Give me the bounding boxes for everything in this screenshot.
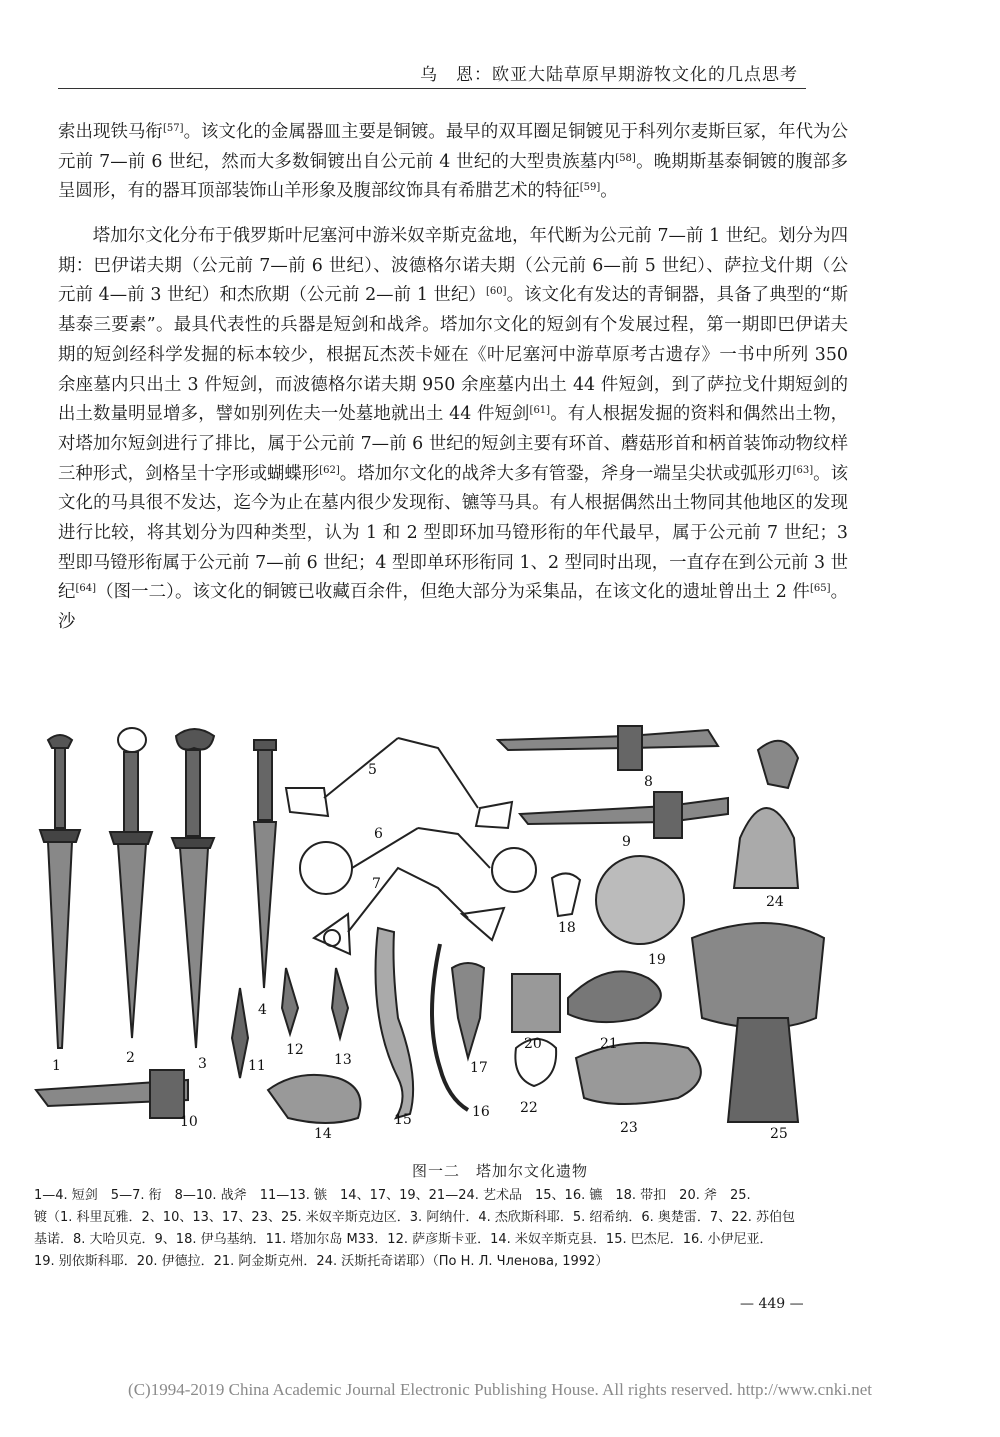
fig-label-14: 14 [314, 1126, 332, 1142]
bit-7-drawing [314, 868, 504, 954]
fig-label-7: 7 [372, 876, 381, 892]
citation-marker: [63] [792, 464, 814, 476]
citation-marker: [57] [162, 123, 184, 134]
fig-label-2: 2 [126, 1050, 135, 1066]
citation-marker: [64] [75, 583, 97, 595]
dagger-3-drawing [172, 729, 214, 1048]
citation-marker: [59] [579, 182, 601, 194]
header-rule [58, 88, 806, 89]
caption-line: 1—4. 短剑 5—7. 衔 8—10. 战斧 11—13. 镞 14、17、19、21—24. 艺术品 15、16. 镳 18. 带扣 20. 斧 25. [34, 1188, 751, 1203]
fig-label-25: 25 [770, 1126, 788, 1142]
fig-label-16: 16 [472, 1104, 490, 1120]
fig-label-15: 15 [394, 1112, 412, 1128]
axe-8-drawing [498, 726, 718, 770]
fig-label-3: 3 [198, 1056, 207, 1072]
page-number: — 449 — [740, 1296, 804, 1312]
figure-title: 图一二 塔加尔文化遗物 [411, 1162, 588, 1180]
fig-label-18: 18 [558, 920, 576, 936]
fig-label-10: 10 [180, 1114, 198, 1130]
animal-14-drawing [268, 1075, 361, 1123]
buckle-18-drawing [552, 873, 580, 916]
fig-label-24: 24 [766, 894, 784, 910]
fig-label-13: 13 [334, 1052, 352, 1068]
fig-label-8: 8 [644, 774, 653, 790]
citation-marker: [60] [486, 286, 507, 298]
figure-caption [34, 1185, 834, 1273]
fig-label-21: 21 [600, 1036, 618, 1052]
axe-9-drawing [520, 792, 728, 838]
figure-12-artifacts [28, 718, 828, 1148]
fig-label-19: 19 [648, 952, 666, 968]
paragraph-1: 索出现铁马衔[57]。该文化的金属器皿主要是铜镀。最早的双耳圈足铜镀见于科列尔麦斯巨冢，年代为公元前 7—前 6 世纪，然而大多数铜镀出自公元前 4 世纪的大型贵族墓内[58]。晚期斯基泰铜镀的腹部多呈圆形，有的器耳顶部装饰山羊形象及腹部纹饰具有希腊艺术的特征[59]。 [58, 122, 848, 202]
fig-label-11: 11 [248, 1058, 266, 1074]
citation-marker: [62] [319, 464, 340, 476]
caption-line: 镀（1. 科里瓦雅．2、10、13、17、23、25. 米奴辛斯克边区．3. 阿纳什．4. 杰欣斯科耶．5. 绍希纳．6. 奥楚雷．7、22. 苏伯包 [34, 1210, 796, 1225]
adze-20-drawing [512, 974, 560, 1032]
dagger-4-drawing [254, 740, 276, 988]
copyright-footer: (C)1994-2019 China Academic Journal Electronic Publishing House. All rights reserved. http://www.cnki.net [128, 1380, 872, 1399]
bit-6-drawing [300, 828, 536, 894]
paragraph-2: 塔加尔文化分布于俄罗斯叶尼塞河中游米奴辛斯克盆地，年代断为公元前 7—前 1 世纪。划分为四期：巴伊诺夫期（公元前 7—前 6 世纪）、波德格尔诺夫期（公元前 6—前 5 世纪）、萨拉戈什期（公元前 4—前 3 世纪）和杰欣期（公元前 2—前 1 世纪）[60]。该文化有发达的青铜器，具备了典型的“斯基泰三要素”。最具代表性的兵器是短剑和战斧。塔加尔文化的短剑有个发展过程，第一期即巴伊诺夫期的短剑经科学发掘的标本较少，根据瓦杰茨卡娅在《叶尼塞河中游草原考古遗存》一书中所列 350 余座墓内只出土 3 件短剑，而波德格尔诺夫期 950 余座墓内出土 44 件短剑，到了萨拉戈什期短剑的出土数量明显增多，譬如别列佐夫一处墓地就出土 44 件短剑[61]。有人根据发掘的资料和偶然出土物，对塔加尔短剑进行了排比，属于公元前 7—前 6 世纪的短剑主要有环首、蘑菇形首和柄首装饰动物纹样三种形式，剑格呈十字形或蝴蝶形[62]。塔加尔文化的战斧大多有管銎，斧身一端呈尖状或弧形刃[63]。该文化的马具很不发达，迄今为止在墓内很少发现衔、镳等马具。有人根据偶然出土物同其他地区的发现进行比较，将其划分为四种类型，认为 1 和 2 型即环加马镫形衔的年代最早，属于公元前 7 世纪；3 型即马镫形衔属于公元前 7—前 6 世纪；4 型即单环形衔同 1、2 型同时出现，一直存在到公元前 3 世纪[64]（图一二）。该文化的铜镀已收藏百余件，但绝大部分为采集品，在该文化的遗址曾出土 2 件[65]。沙 [58, 226, 848, 633]
fig-label-6: 6 [374, 826, 383, 842]
running-header: 乌 恩：欧亚大陆草原早期游牧文化的几点思考 [420, 65, 798, 85]
arrowhead-11-drawing [232, 988, 248, 1078]
plaque-19-drawing [596, 856, 684, 944]
bit-5-drawing [286, 738, 512, 828]
caption-line: 基诺．8. 大哈贝克．9、18. 伊乌基纳．11. 塔加尔岛 M33．12. 萨彦斯卡亚．14. 米奴辛斯克县．15. 巴杰尼．16. 小伊尼亚． [34, 1232, 773, 1247]
citation-marker: [58] [615, 152, 636, 164]
boar-23-drawing [576, 1043, 701, 1104]
dagger-1-drawing [40, 735, 80, 1048]
fig-label-4: 4 [258, 1002, 267, 1018]
bell-24-drawing [734, 741, 798, 888]
artifact-drawings [28, 718, 828, 1148]
citation-marker: [61] [529, 405, 551, 417]
fig-label-20: 20 [524, 1036, 542, 1052]
cauldron-25-drawing [692, 923, 824, 1122]
fig-label-5: 5 [368, 762, 377, 778]
dagger-2-drawing [110, 728, 152, 1038]
fig-label-17: 17 [470, 1060, 488, 1076]
fig-label-1: 1 [52, 1058, 61, 1074]
axe-10-drawing [36, 1070, 188, 1118]
fig-label-22: 22 [520, 1100, 538, 1116]
arrowhead-12-drawing [282, 968, 298, 1034]
deer-21-drawing [568, 971, 661, 1022]
fig-label-12: 12 [286, 1042, 304, 1058]
fig-label-9: 9 [622, 834, 631, 850]
fig-label-23: 23 [620, 1120, 638, 1136]
figure-17-drawing [452, 963, 484, 1058]
cheekpiece-15-drawing [376, 928, 414, 1118]
caption-line: 19. 别依斯科耶．20. 伊德拉．21. 阿金斯克州．24. 沃斯托奇诺耶）（По Н. Л. Членова, 1992） [34, 1254, 609, 1269]
citation-marker: [65] [809, 583, 831, 595]
arrowhead-13-drawing [332, 968, 348, 1038]
